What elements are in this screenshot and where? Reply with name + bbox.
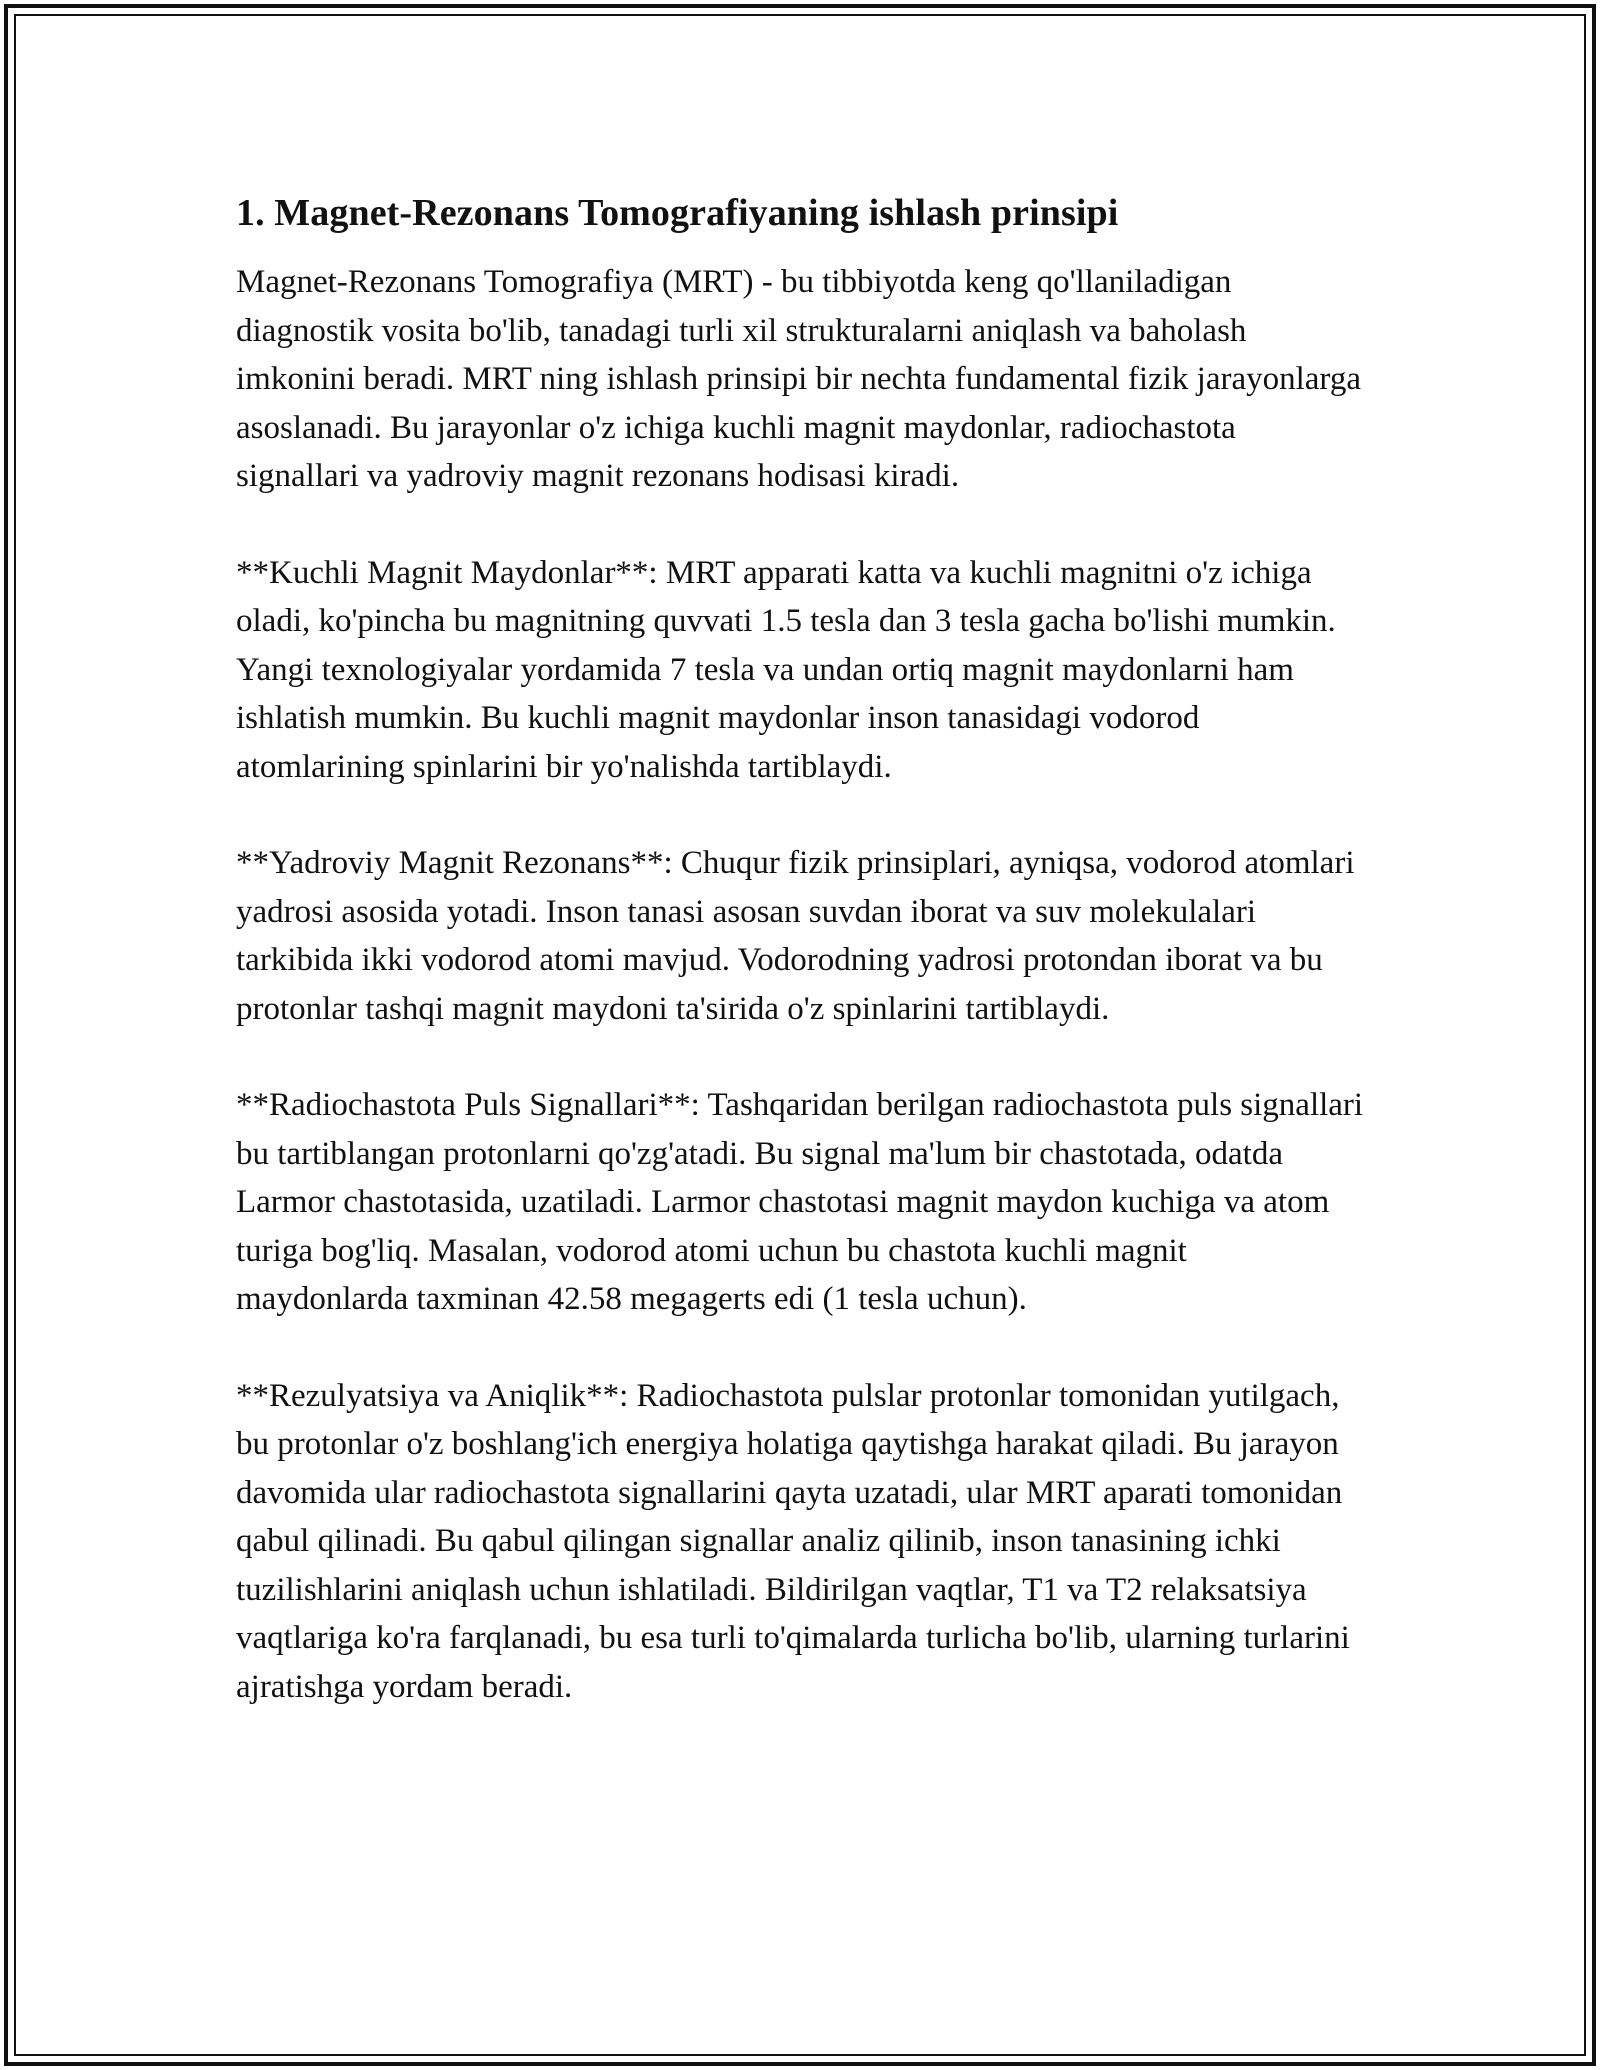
- paragraph-rf-pulses: **Radiochastota Puls Signallari**: Tashqaridan berilgan radiochastota puls signallari bu tartiblangan protonlarni qo'zg'atadi. Bu signal ma'lum bir chastotada, odatda Larmor chastotasida, uzatiladi. Larmor chastotasi magnit maydon kuchiga va atom turiga bog'liq. Masalan, vodorod atomi uchun bu chastota kuchli magnit maydonlarda taxminan 42.58 megagerts edi (1 tesla uchun).: [236, 1087, 1364, 1317]
- paragraph-resolution: **Rezulyatsiya va Aniqlik**: Radiochastota pulslar protonlar tomonidan yutilgach, bu protonlar o'z boshlang'ich energiya holatiga qaytishga harakat qiladi. Bu jarayon davomida ular radiochastota signallarini qayta uzatadi, ular MRT aparati tomonidan qabul qilinadi. Bu qabul qilingan signallar analiz qilinib, inson tanasining ichki tuzilishlarini aniqlash uchun ishlatiladi. Bildirilgan vaqtlar, T1 va T2 relaksatsiya vaqtlariga ko'ra farqlanadi, bu esa turli to'qimalarda turlicha bo'lib, ularning turlarini ajratishga yordam beradi.: [236, 1377, 1350, 1705]
- document-body: [236, 186, 1366, 1759]
- paragraph-nuclear-resonance: **Yadroviy Magnit Rezonans**: Chuqur fizik prinsiplari, ayniqsa, vodorod atomlari yadrosi asosida yotadi. Inson tanasi asosan suvdan iborat va suv molekulalari tarkibida ikki vodorod atomi mavjud. Vodorodning yadrosi protondan iborat va bu protonlar tashqi magnit maydoni ta'sirida o'z spinlarini tartiblaydi.: [236, 845, 1355, 1027]
- paragraph-intro: Magnet-Rezonans Tomografiya (MRT) - bu tibbiyotda keng qo'llaniladigan diagnostik vosita bo'lib, tanadagi turli xil strukturalarni aniqlash va baholash imkonini beradi. MRT ning ishlash prinsipi bir nechta fundamental fizik jarayonlarga asoslanadi. Bu jarayonlar o'z ichiga kuchli magnit maydonlar, radiochastota signallari va yadroviy magnit rezonans hodisasi kiradi.: [236, 264, 1361, 494]
- paragraph-magnetic-fields: **Kuchli Magnit Maydonlar**: MRT apparati katta va kuchli magnitni o'z ichiga oladi, ko'pincha bu magnitning quvvati 1.5 tesla dan 3 tesla gacha bo'lishi mumkin. Yangi texnologiyalar yordamida 7 tesla va undan ortiq magnit maydonlarni ham ishlatish mumkin. Bu kuchli magnit maydonlar inson tanasidagi vodorod atomlarining spinlarini bir yo'nalishda tartiblaydi.: [236, 554, 1336, 785]
- section-heading: 1. Magnet-Rezonans Tomografiyaning ishlash prinsipi: [236, 192, 1119, 234]
